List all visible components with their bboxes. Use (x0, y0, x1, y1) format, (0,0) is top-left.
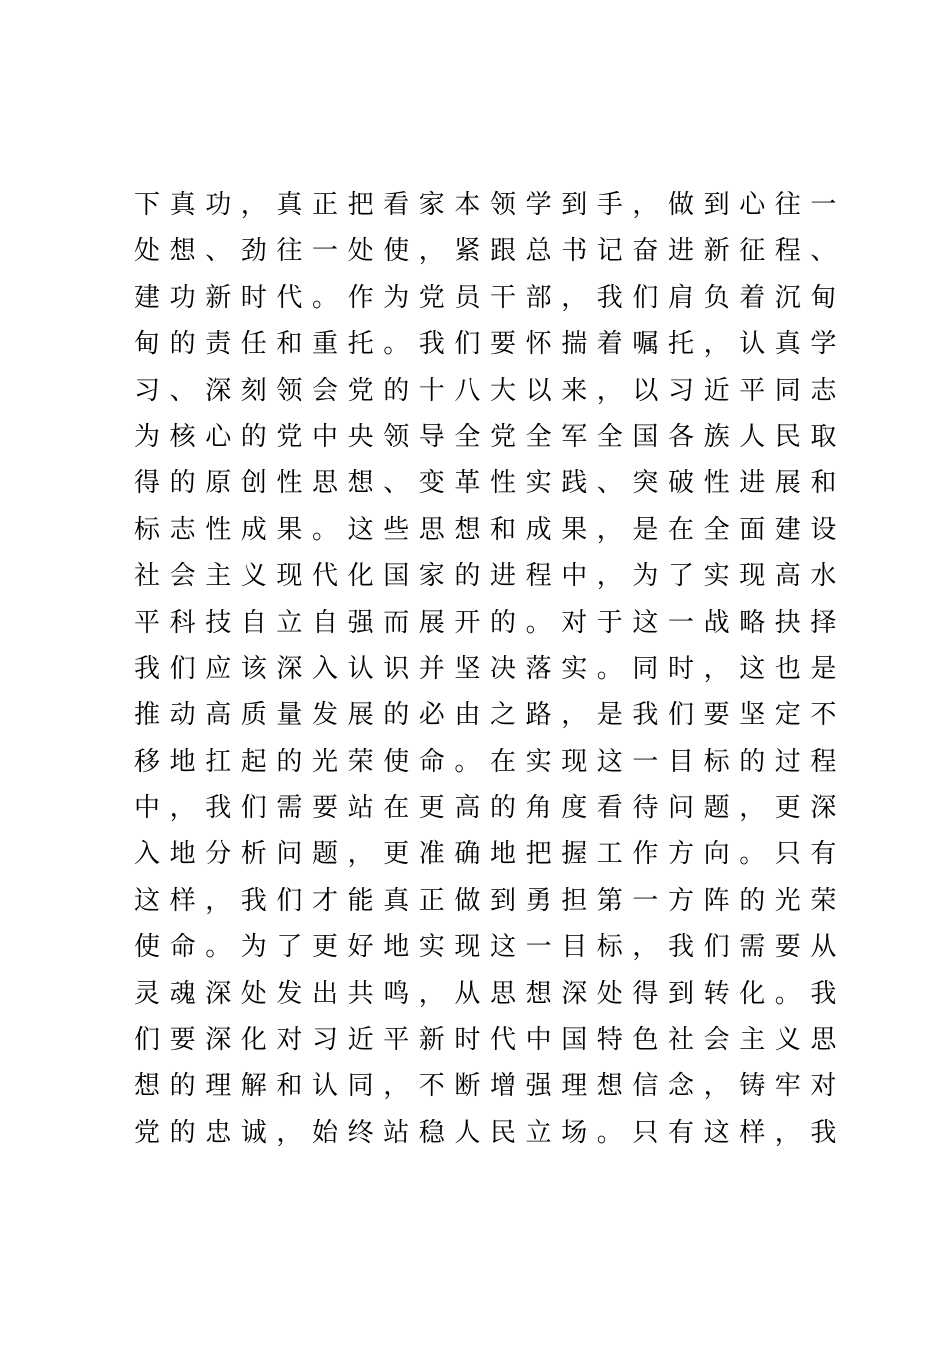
text-line: 为核心的党中央领导全党全军全国各族人民取 (134, 421, 847, 452)
text-line: 习、深刻领会党的十八大以来，以习近平同志 (134, 375, 847, 406)
text-line: 处想、劲往一处使，紧跟总书记奋进新征程、 (134, 236, 847, 267)
text-line: 灵魂深处发出共鸣，从思想深处得到转化。我 (134, 978, 847, 1009)
text-line: 想的理解和认同，不断增强理想信念，铸牢对 (134, 1071, 847, 1102)
text-line: 中，我们需要站在更高的角度看待问题，更深 (134, 793, 847, 824)
text-line: 们要深化对习近平新时代中国特色社会主义思 (134, 1025, 847, 1056)
text-line: 移地扛起的光荣使命。在实现这一目标的过程 (134, 746, 847, 777)
text-line: 党的忠诚，始终站稳人民立场。只有这样，我 (134, 1117, 847, 1148)
text-line: 社会主义现代化国家的进程中，为了实现高水 (134, 561, 847, 592)
text-line: 下真功，真正把看家本领学到手，做到心往一 (134, 190, 847, 220)
text-line: 得的原创性思想、变革性实践、突破性进展和 (134, 468, 847, 499)
text-line: 入地分析问题，更准确地把握工作方向。只有 (134, 839, 847, 870)
text-line: 平科技自立自强而展开的。对于这一战略抉择 (134, 607, 847, 638)
text-line: 我们应该深入认识并坚决落实。同时，这也是 (134, 653, 847, 684)
text-line: 建功新时代。作为党员干部，我们肩负着沉甸 (134, 282, 847, 313)
text-line: 标志性成果。这些思想和成果，是在全面建设 (134, 514, 847, 545)
text-line: 推动高质量发展的必由之路，是我们要坚定不 (134, 700, 847, 731)
text-line: 甸的责任和重托。我们要怀揣着嘱托，认真学 (134, 329, 847, 360)
text-line: 这样，我们才能真正做到勇担第一方阵的光荣 (134, 885, 847, 916)
body-text (134, 182, 847, 1156)
text-line: 使命。为了更好地实现这一目标，我们需要从 (134, 932, 847, 963)
